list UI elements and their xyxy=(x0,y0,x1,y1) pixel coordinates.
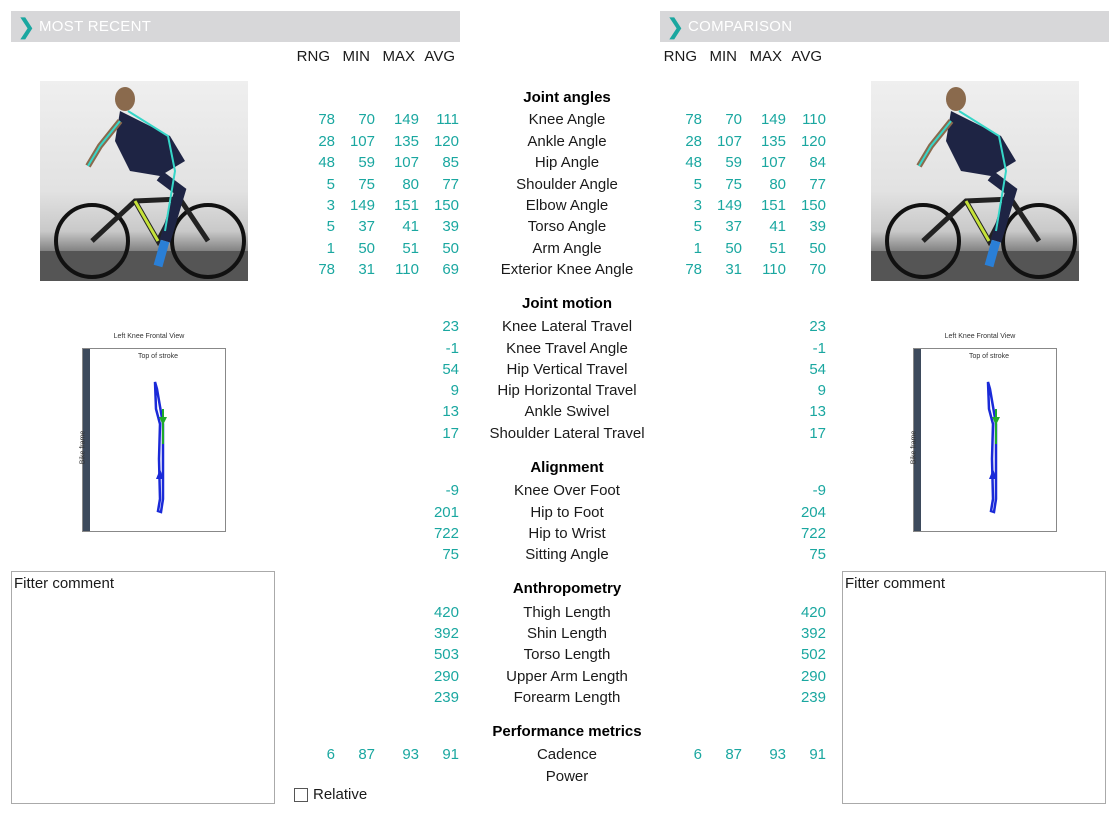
right-column-headers xyxy=(0,48,900,68)
right-value: 392 xyxy=(800,625,826,642)
metric-label: Shoulder Lateral Travel xyxy=(489,425,645,442)
right-max: 41 xyxy=(769,218,786,235)
metric-label: Hip Horizontal Travel xyxy=(497,382,637,399)
left-avg: 39 xyxy=(442,218,459,235)
chevron-right-icon: ❯ xyxy=(666,13,685,39)
left-min: 59 xyxy=(358,154,375,171)
most-recent-title: MOST RECENT xyxy=(39,18,152,35)
comparison-header[interactable] xyxy=(660,11,1109,42)
right-value: 9 xyxy=(817,382,826,399)
metric-row-ankle-angle xyxy=(0,131,1119,152)
metric-row-knee-lateral-travel xyxy=(0,316,1119,337)
left-value: 9 xyxy=(450,382,459,399)
right-rng: 6 xyxy=(693,746,702,763)
left-min: 37 xyxy=(358,218,375,235)
metric-row-hip-horizontal-travel xyxy=(0,380,1119,401)
left-max: 151 xyxy=(393,197,419,214)
metric-label: Knee Lateral Travel xyxy=(501,318,633,335)
metric-row-exterior-knee-angle xyxy=(0,259,1119,280)
left-value: 17 xyxy=(442,425,459,442)
section-performance-metrics: Performance metrics xyxy=(492,723,642,740)
metric-row-hip-angle xyxy=(0,152,1119,173)
right-value: -9 xyxy=(812,482,826,499)
right-max: 93 xyxy=(769,746,786,763)
left-min: 70 xyxy=(358,111,375,128)
right-avg: 150 xyxy=(800,197,826,214)
left-avg: 120 xyxy=(433,133,459,150)
left-max: 135 xyxy=(393,133,419,150)
top-of-stroke-label: Top of stroke xyxy=(137,353,179,360)
metric-row-hip-vertical-travel xyxy=(0,359,1119,380)
right-rng: 78 xyxy=(685,261,702,278)
metric-label: Knee Travel Angle xyxy=(506,340,628,357)
metric-row-knee-angle xyxy=(0,109,1119,130)
right-min: 149 xyxy=(716,197,742,214)
section-joint-angles: Joint angles xyxy=(523,89,611,106)
right-rng: 5 xyxy=(693,218,702,235)
col-rng: RNG xyxy=(296,48,330,65)
right-value: 204 xyxy=(800,504,826,521)
metric-row-knee-over-foot xyxy=(0,480,1119,501)
left-min: 87 xyxy=(358,746,375,763)
left-rng: 78 xyxy=(318,111,335,128)
left-min: 75 xyxy=(358,176,375,193)
left-avg: 77 xyxy=(442,176,459,193)
left-max: 51 xyxy=(402,240,419,257)
metric-label: Torso Length xyxy=(523,646,611,663)
most-recent-header[interactable] xyxy=(11,11,460,42)
metric-label: Hip Vertical Travel xyxy=(506,361,628,378)
col-rng: RNG xyxy=(663,48,697,65)
metric-label: Thigh Length xyxy=(523,604,611,621)
right-max: 107 xyxy=(760,154,786,171)
bike-frame-label: Bike frame xyxy=(910,430,918,465)
right-value: 75 xyxy=(809,546,826,563)
right-avg: 39 xyxy=(809,218,826,235)
right-value: 54 xyxy=(809,361,826,378)
left-max: 107 xyxy=(393,154,419,171)
right-avg: 50 xyxy=(809,240,826,257)
section-joint-motion: Joint motion xyxy=(522,295,612,312)
metric-row-thigh-length xyxy=(0,602,1119,623)
left-min: 107 xyxy=(349,133,375,150)
left-rng: 28 xyxy=(318,133,335,150)
right-rng: 28 xyxy=(685,133,702,150)
right-rng: 3 xyxy=(693,197,702,214)
section-anthropometry: Anthropometry xyxy=(512,580,622,597)
top-of-stroke-label: Top of stroke xyxy=(968,353,1010,360)
left-value: 54 xyxy=(442,361,459,378)
metric-row-shoulder-lateral-travel xyxy=(0,423,1119,444)
metric-label: Knee Over Foot xyxy=(514,482,620,499)
fitter-comment-comparison[interactable]: Fitter comment xyxy=(842,571,1106,804)
knee-plot-caption: Left Knee Frontal View xyxy=(944,333,1016,340)
left-value: 239 xyxy=(433,689,459,706)
bike-frame-label: Bike frame xyxy=(79,430,87,465)
col-min: MIN xyxy=(709,48,737,65)
right-avg: 77 xyxy=(809,176,826,193)
metric-label: Cadence xyxy=(536,746,598,763)
right-max: 110 xyxy=(762,261,786,278)
left-value: 75 xyxy=(442,546,459,563)
knee-plot-caption: Left Knee Frontal View xyxy=(113,333,185,340)
left-rng: 48 xyxy=(318,154,335,171)
metric-row-shoulder-angle xyxy=(0,174,1119,195)
right-min: 70 xyxy=(725,111,742,128)
relative-label: Relative xyxy=(313,786,368,803)
metric-label: Elbow Angle xyxy=(525,197,609,214)
metric-row-hip-to-wrist xyxy=(0,523,1119,544)
right-max: 135 xyxy=(760,133,786,150)
right-rng: 48 xyxy=(685,154,702,171)
left-avg: 69 xyxy=(442,261,459,278)
left-value: 503 xyxy=(433,646,459,663)
right-value: 722 xyxy=(800,525,826,542)
left-avg: 85 xyxy=(442,154,459,171)
left-value: 392 xyxy=(433,625,459,642)
left-max: 41 xyxy=(402,218,419,235)
left-min: 149 xyxy=(349,197,375,214)
metric-row-shin-length xyxy=(0,623,1119,644)
metric-label: Hip to Foot xyxy=(530,504,604,521)
right-avg: 70 xyxy=(809,261,826,278)
chevron-right-icon: ❯ xyxy=(17,13,36,39)
metric-row-sitting-angle xyxy=(0,544,1119,565)
right-min: 37 xyxy=(725,218,742,235)
left-max: 80 xyxy=(402,176,419,193)
metric-label: Ankle Swivel xyxy=(524,403,610,420)
right-avg: 110 xyxy=(802,111,826,128)
metric-row-torso-length xyxy=(0,644,1119,665)
right-min: 50 xyxy=(725,240,742,257)
right-value: 290 xyxy=(800,668,826,685)
left-avg: 50 xyxy=(442,240,459,257)
col-avg: AVG xyxy=(791,48,822,65)
metric-label: Arm Angle xyxy=(532,240,602,257)
left-max: 149 xyxy=(393,111,419,128)
left-value: 201 xyxy=(433,504,459,521)
metric-label: Sitting Angle xyxy=(525,546,609,563)
left-rng: 1 xyxy=(326,240,335,257)
left-min: 50 xyxy=(358,240,375,257)
comparison-title: COMPARISON xyxy=(688,18,793,35)
right-value: 502 xyxy=(800,646,826,663)
metric-label: Shoulder Angle xyxy=(516,176,618,193)
right-rng: 5 xyxy=(693,176,702,193)
right-value: -1 xyxy=(812,340,826,357)
right-min: 87 xyxy=(725,746,742,763)
metric-row-power xyxy=(0,766,1119,787)
right-max: 51 xyxy=(769,240,786,257)
left-value: -1 xyxy=(445,340,459,357)
left-avg: 150 xyxy=(433,197,459,214)
metric-label: Hip to Wrist xyxy=(528,525,606,542)
right-rng: 1 xyxy=(693,240,702,257)
left-value: 290 xyxy=(433,668,459,685)
right-min: 31 xyxy=(725,261,742,278)
metric-row-ankle-swivel xyxy=(0,401,1119,422)
metric-row-torso-angle xyxy=(0,216,1119,237)
right-min: 59 xyxy=(725,154,742,171)
metric-row-hip-to-foot xyxy=(0,502,1119,523)
metric-label: Knee Angle xyxy=(528,111,606,128)
right-value: 420 xyxy=(800,604,826,621)
metric-row-forearm-length xyxy=(0,687,1119,708)
left-rng: 5 xyxy=(326,218,335,235)
left-max: 110 xyxy=(395,261,419,278)
fitter-comment-most-recent[interactable]: Fitter comment xyxy=(11,571,275,804)
right-avg: 91 xyxy=(809,746,826,763)
right-value: 23 xyxy=(809,318,826,335)
right-value: 13 xyxy=(809,403,826,420)
right-max: 149 xyxy=(760,111,786,128)
left-value: -9 xyxy=(445,482,459,499)
left-rng: 78 xyxy=(318,261,335,278)
col-avg: AVG xyxy=(424,48,455,65)
left-rng: 5 xyxy=(326,176,335,193)
metric-row-arm-angle xyxy=(0,238,1119,259)
metric-label: Upper Arm Length xyxy=(506,668,628,685)
right-value: 17 xyxy=(809,425,826,442)
left-value: 13 xyxy=(442,403,459,420)
section-alignment: Alignment xyxy=(530,459,604,476)
left-avg: 111 xyxy=(436,111,459,128)
metric-row-knee-travel-angle xyxy=(0,338,1119,359)
right-min: 107 xyxy=(716,133,742,150)
left-value: 722 xyxy=(433,525,459,542)
left-rng: 3 xyxy=(326,197,335,214)
metric-label: Exterior Knee Angle xyxy=(500,261,634,278)
right-value: 239 xyxy=(800,689,826,706)
metric-row-upper-arm-length xyxy=(0,666,1119,687)
col-min: MIN xyxy=(342,48,370,65)
metric-row-cadence xyxy=(0,744,1119,765)
right-avg: 84 xyxy=(809,154,826,171)
metric-label: Torso Angle xyxy=(527,218,607,235)
col-max: MAX xyxy=(749,48,782,65)
right-avg: 120 xyxy=(800,133,826,150)
right-max: 151 xyxy=(760,197,786,214)
metric-label: Power xyxy=(545,768,589,785)
left-rng: 6 xyxy=(326,746,335,763)
right-min: 75 xyxy=(725,176,742,193)
left-max: 93 xyxy=(402,746,419,763)
left-avg: 91 xyxy=(442,746,459,763)
right-max: 80 xyxy=(769,176,786,193)
left-value: 420 xyxy=(433,604,459,621)
metric-row-elbow-angle xyxy=(0,195,1119,216)
metric-label: Forearm Length xyxy=(513,689,621,706)
relative-checkbox[interactable] xyxy=(294,788,308,802)
metric-label: Hip Angle xyxy=(534,154,600,171)
col-max: MAX xyxy=(382,48,415,65)
relative-toggle[interactable] xyxy=(294,786,367,803)
metric-label: Shin Length xyxy=(526,625,608,642)
left-min: 31 xyxy=(358,261,375,278)
left-value: 23 xyxy=(442,318,459,335)
metric-label: Ankle Angle xyxy=(527,133,607,150)
right-rng: 78 xyxy=(685,111,702,128)
